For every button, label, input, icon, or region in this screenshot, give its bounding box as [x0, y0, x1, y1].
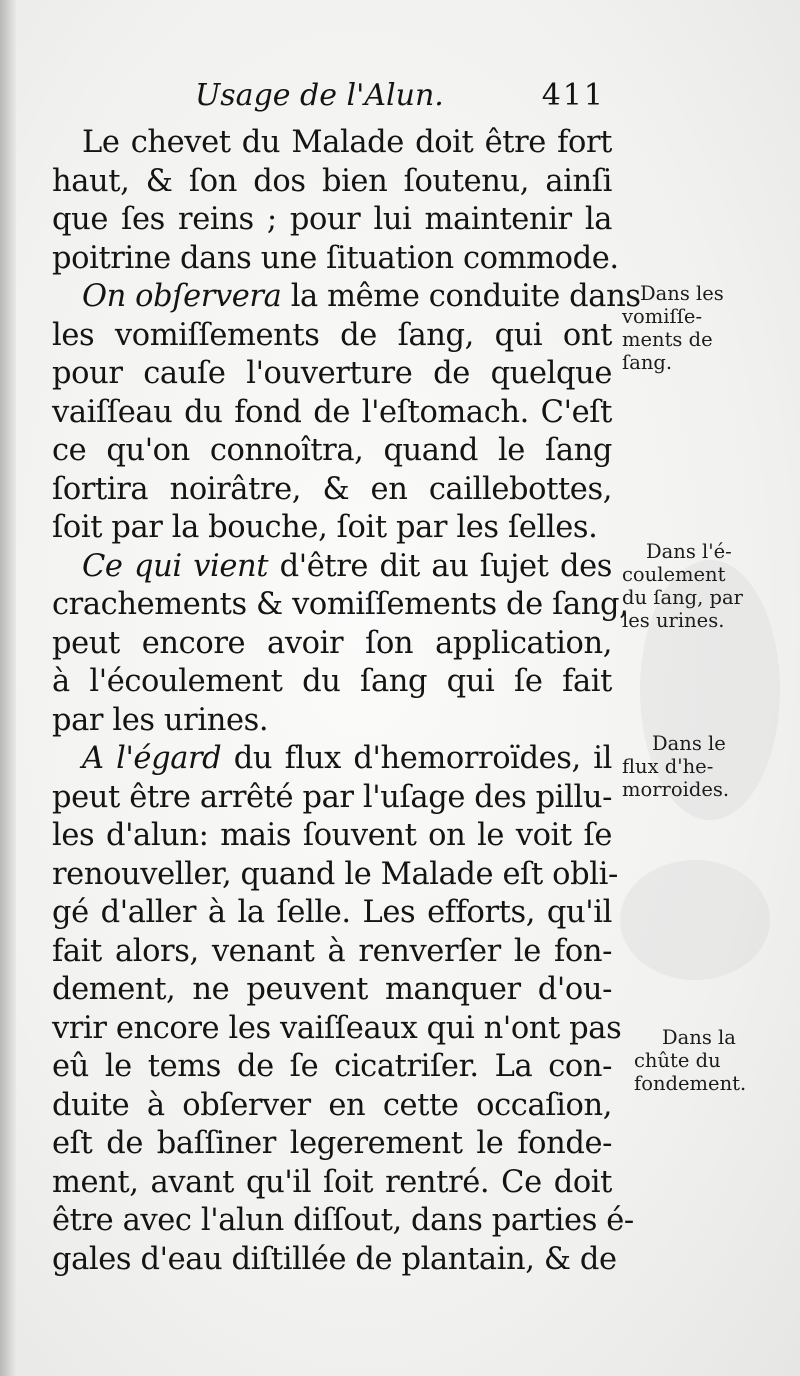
italic-lead: Ce qui vient: [82, 548, 269, 584]
margin-note-line: Dans le: [652, 732, 726, 755]
margin-note-line: Dans les: [640, 282, 724, 305]
margin-note-line: fondement.: [634, 1072, 747, 1095]
text-line: eſt de baſſiner legerement le fonde-: [52, 1126, 612, 1161]
italic-lead: A l'égard: [82, 741, 222, 776]
margin-note-line: flux d'he-: [622, 755, 714, 778]
text-line: vrir encore les vaiſſeaux qui n'ont pas: [52, 1010, 622, 1046]
bleed-through-stain: [620, 860, 770, 980]
margin-note-line: chûte du: [634, 1049, 721, 1072]
text-line: pour cauſe l'ouverture de quelque: [52, 356, 612, 391]
text-line: poitrine dans une ſituation commode.: [52, 240, 619, 276]
text-line: être avec l'alun diſſout, dans parties é-: [52, 1203, 634, 1238]
margin-note-line: vomiſſe-: [622, 305, 703, 328]
running-title: Usage de l'Alun.: [195, 78, 444, 113]
text-line: [52, 548, 612, 587]
text-line: à l'écoulement du ſang qui ſe fait: [52, 664, 612, 699]
margin-note: [622, 282, 772, 374]
margin-note-line: Dans l'é-: [646, 540, 732, 563]
page-gutter-shadow: [0, 0, 16, 1376]
margin-note-line: morroides.: [622, 778, 730, 801]
text-line: duite à obſerver en cette occaſion,: [52, 1087, 612, 1123]
text-run: la même conduite dans: [281, 279, 641, 314]
margin-note-line: ments de: [622, 328, 713, 351]
margin-note-line: Dans la: [662, 1026, 736, 1049]
text-line: [52, 740, 612, 779]
text-line: renouveller, quand le Malade eſt obli-: [52, 856, 618, 892]
margin-note-line: les urines.: [622, 609, 725, 632]
margin-note: [622, 1026, 772, 1095]
paragraph: [52, 548, 629, 741]
text-line: gé d'aller à la ſelle. Les efforts, qu'il: [52, 895, 612, 930]
text-line: eû le tems de ſe cicatriſer. La con-: [52, 1049, 612, 1084]
body-text: [52, 124, 641, 1279]
margin-note-line: coulement: [622, 563, 726, 586]
text-run: du flux d'hemorroïdes, il: [221, 741, 613, 776]
paragraph: [52, 278, 641, 548]
text-line: gales d'eau diſtillée de plantain, & de: [52, 1241, 617, 1277]
italic-lead: On obſervera: [82, 279, 282, 314]
text-line: dement, ne peuvent manquer d'ou-: [52, 972, 612, 1007]
text-line: ce qu'on connoîtra, quand le ſang: [52, 433, 612, 468]
text-line: ment, avant qu'il ſoit rentré. Ce doit: [52, 1164, 612, 1200]
text-line: ſortira noirâtre, & en caillebottes,: [52, 471, 612, 507]
margin-note-line: ſang.: [622, 351, 673, 374]
running-header: [195, 78, 605, 122]
text-line: peut encore avoir ſon application,: [52, 625, 612, 661]
text-line: vaiſſeau du fond de l'eſtomach. C'eſt: [52, 394, 612, 430]
text-line: ſoit par la bouche, ſoit par les ſelles.: [52, 510, 598, 545]
margin-note: [622, 540, 772, 632]
text-line: haut, & ſon dos bien ſoutenu, ainſi: [52, 163, 612, 199]
text-line: que ſes reins ; pour lui maintenir la: [52, 202, 612, 237]
paragraph: [52, 124, 619, 278]
text-line: par les urines.: [52, 702, 269, 738]
text-line: les d'alun: mais ſouvent on le voit ſe: [52, 818, 612, 853]
text-line: Le chevet du Malade doit être fort: [82, 125, 612, 160]
text-run: d'être dit au ſujet des: [268, 548, 612, 584]
margin-note-line: du ſang, par: [622, 586, 743, 609]
text-line: fait alors, venant à renverſer le fon-: [52, 933, 612, 969]
page-number: 411: [541, 78, 605, 113]
text-line: peut être arrêté par l'uſage des pillu-: [52, 779, 612, 815]
paragraph: [52, 740, 634, 1279]
text-line: les vomiſſements de ſang, qui ont: [52, 317, 612, 353]
margin-note: [622, 732, 772, 801]
text-line: crachements & vomiſſements de ſang,: [52, 587, 629, 622]
text-line: [52, 278, 641, 317]
